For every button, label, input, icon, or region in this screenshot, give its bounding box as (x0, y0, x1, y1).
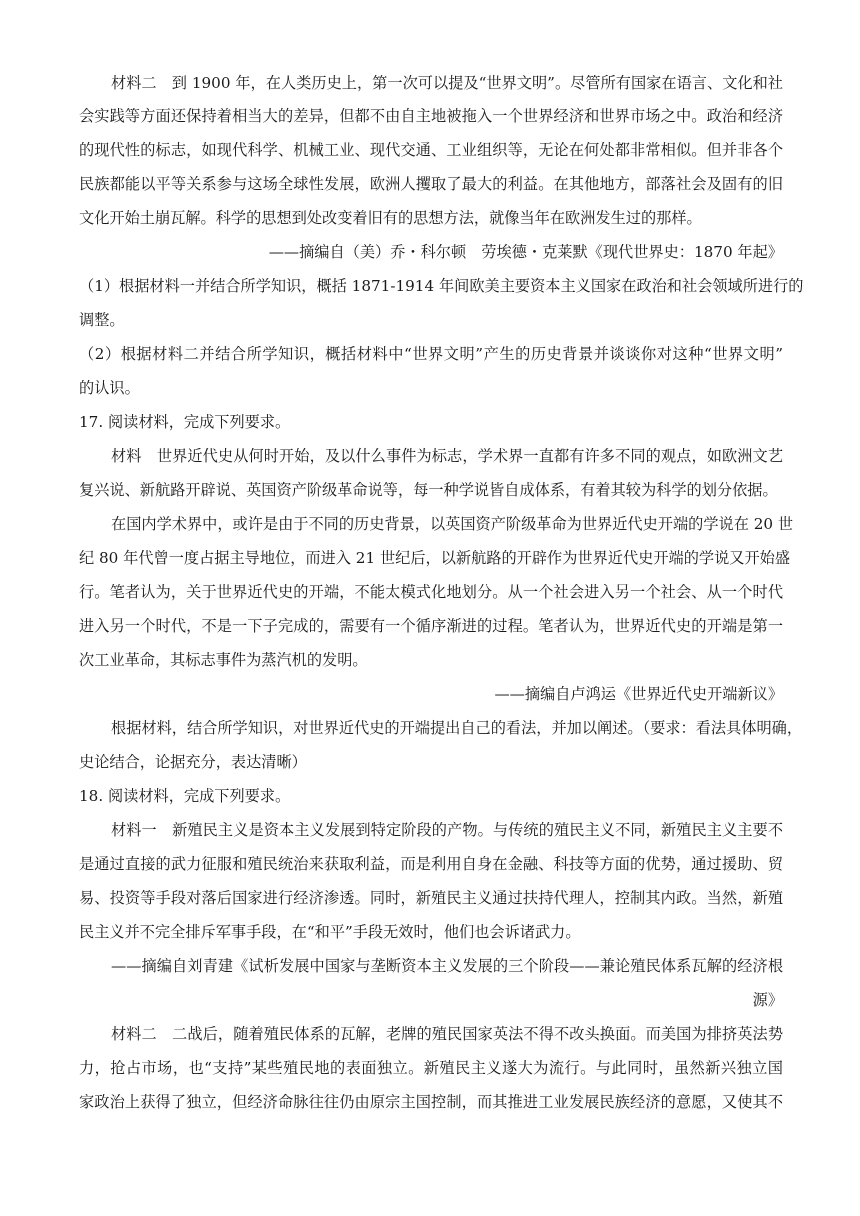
text-line: 民族都能以平等关系参与这场全球性发展，欧洲人攫取了最大的利益。在其他地方，部落社会及固有的旧 (79, 175, 783, 193)
text-line: 材料 世界近代史从何时开始，及以什么事件为标志，学术界一直都有许多不同的观点，如欧洲文艺 (111, 447, 783, 465)
text-line: 材料一 新殖民主义是资本主义发展到特定阶段的产物。与传统的殖民主义不同，新殖民主义主要不 (111, 821, 783, 839)
source-citation-end: 源》 (752, 991, 783, 1009)
text-line: 复兴说、新航路开辟说、英国资产阶级革命说等，每一种学说皆自成体系，有着其较为科学的划分依据。 (79, 481, 778, 499)
text-line: 在国内学术界中，或许是由于不同的历史背景，以英国资产阶级革命为世界近代史开端的学说在 20 世 (111, 515, 794, 533)
source-citation: ——摘编自（美）乔・科尔顿 劳埃德・克莱默《现代世界史：1870 年起》 (268, 243, 783, 261)
source-citation: ——摘编自卢鸿运《世界近代史开端新议》 (494, 685, 783, 703)
text-line: 次工业革命，其标志事件为蒸汽机的发明。 (79, 651, 368, 669)
question-2: （2）根据材料二并结合所学知识，概括材料中“世界文明”产生的历史背景并谈谈你对这种“世界文明” (79, 345, 783, 363)
text-line: 民主义并不完全排斥军事手段，在“和平”手段无效时，他们也会诉诸武力。 (79, 923, 581, 941)
text-line: 史论结合，论据充分，表达清晰） (79, 753, 307, 771)
text-line: 的现代性的标志，如现代科学、机械工业、现代交通、工业组织等，无论在何处都非常相似。但并非各个 (79, 141, 783, 159)
question-18-heading: 18. 阅读材料，完成下列要求。 (79, 787, 291, 805)
text-line: 力，抢占市场，也“支持”某些殖民地的表面独立。新殖民主义遂大为流行。与此同时，虽然新兴独立国 (79, 1059, 783, 1077)
question-17-heading: 17. 阅读材料，完成下列要求。 (79, 413, 291, 431)
text-line: 文化开始土崩瓦解。科学的思想到处改变着旧有的思想方法，就像当年在欧洲发生过的那样。 (79, 209, 702, 227)
text-line: 易、投资等手段对落后国家进行经济渗透。同时，新殖民主义通过扶持代理人，控制其内政。当然，新殖 (79, 889, 783, 907)
question-17-prompt: 根据材料，结合所学知识，对世界近代史的开端提出自己的看法，并加以阐述。（要求：看法具体明确， (111, 719, 803, 737)
text-line: 行。笔者认为，关于世界近代史的开端，不能太模式化地划分。从一个社会进入另一个社会、从一个时代 (79, 583, 783, 601)
text-line: 的认识。 (79, 379, 140, 397)
text-line: 材料二 到 1900 年，在人类历史上，第一次可以提及“世界文明”。尽管所有国家在语言、文化和社 (111, 74, 783, 92)
text-line: 家政治上获得了独立，但经济命脉往往仍由原宗主国控制，而其推进工业发展民族经济的意愿，又使其不 (79, 1093, 783, 1111)
text-line: 会实践等方面还保持着相当大的差异，但都不由自主地被拖入一个世界经济和世界市场之中。政治和经济 (79, 107, 783, 125)
text-line: 进入另一个时代，不是一下子完成的，需要有一个循序渐进的过程。笔者认为，世界近代史的开端是第一 (79, 617, 783, 635)
text-line: 是通过直接的武力征服和殖民统治来获取利益，而是利用自身在金融、科技等方面的优势，通过援助、贸 (79, 855, 783, 873)
text-line: 纪 80 年代曾一度占据主导地位，而进入 21 世纪后，以新航路的开辟作为世界近代史开端的学说又开始盛 (79, 549, 791, 567)
text-line: 调整。 (79, 311, 125, 329)
question-1: （1）根据材料一并结合所学知识，概括 1871-1914 年间欧美主要资本主义国家在政治和社会领域所进行的 (79, 277, 804, 295)
source-citation: ——摘编自刘青建《试析发展中国家与垄断资本主义发展的三个阶段——兼论殖民体系瓦解的经济根 (111, 957, 783, 975)
text-line: 材料二 二战后，随着殖民体系的瓦解，老牌的殖民国家英法不得不改头换面。而美国为排挤英法势 (111, 1025, 783, 1043)
